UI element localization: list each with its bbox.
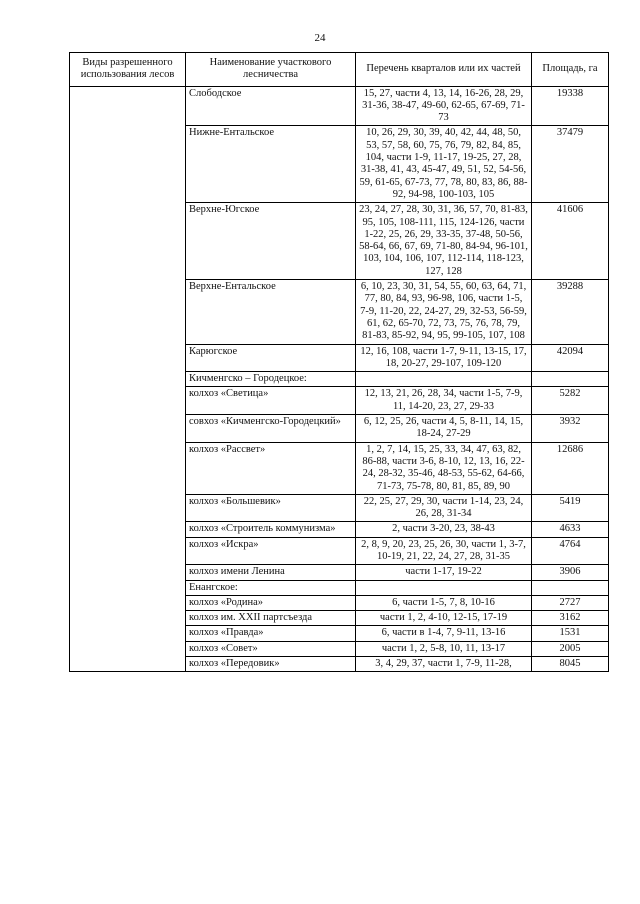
quarters-cell: 22, 25, 27, 29, 30, части 1-14, 23, 24, 26, 28, 31-34 (356, 494, 532, 522)
quarters-cell: 10, 26, 29, 30, 39, 40, 42, 44, 48, 50, 53, 57, 58, 60, 75, 76, 79, 82, 84, 85, 104, части 1-9, 11-17, 19-25, 27, 28, 31-38, 41, 43, 45-47, 49, 51, 52, 54-56, 59, 61-65, 67-73, 77, 78, 80, 83, 86, 88-92, 94-98, 100-103, 105 (356, 126, 532, 203)
quarters-cell: 1, 2, 7, 14, 15, 25, 33, 34, 47, 63, 82, 86-88, части 3-6, 8-10, 12, 13, 16, 22-24, 28-32, 35-46, 48-53, 55-62, 64-66, 71-73, 75-78, 80, 81, 85, 89, 90 (356, 442, 532, 494)
name-cell: колхоз «Правда» (186, 626, 356, 641)
area-cell: 5282 (532, 387, 609, 415)
table-body (70, 86, 609, 672)
quarters-cell (356, 372, 532, 387)
header-area: Площадь, га (532, 53, 609, 87)
name-cell: колхоз «Передовик» (186, 657, 356, 672)
area-cell: 37479 (532, 126, 609, 203)
name-cell: Енангское: (186, 580, 356, 595)
name-cell: Карюгское (186, 344, 356, 372)
area-cell: 3932 (532, 415, 609, 443)
header-name: Наименование участкового лесничества (186, 53, 356, 87)
quarters-cell: 23, 24, 27, 28, 30, 31, 36, 57, 70, 81-83, 95, 105, 108-111, 115, 124-126, части 1-22, 25, 26, 29, 33-35, 37-48, 50-56, 58-64, 66, 67, 69, 71-80, 84-94, 96-101, 103, 104, 106, 107, 112-114, 118-123, 127, 128 (356, 203, 532, 280)
area-cell: 2005 (532, 641, 609, 656)
quarters-cell (356, 580, 532, 595)
area-cell: 5419 (532, 494, 609, 522)
name-cell: Кичменгско – Городецкое: (186, 372, 356, 387)
name-cell: Верхне-Ентальское (186, 280, 356, 344)
quarters-cell: 12, 16, 108, части 1-7, 9-11, 13-15, 17, 18, 20-27, 29-107, 109-120 (356, 344, 532, 372)
quarters-cell: 12, 13, 21, 26, 28, 34, части 1-5, 7-9, 11, 14-20, 23, 27, 29-33 (356, 387, 532, 415)
quarters-cell: 3, 4, 29, 37, части 1, 7-9, 11-28, (356, 657, 532, 672)
table-row (70, 86, 609, 126)
table-header-row (70, 53, 609, 87)
name-cell: Слободское (186, 86, 356, 126)
name-cell: колхоз им. XXII партсъезда (186, 611, 356, 626)
area-cell: 41606 (532, 203, 609, 280)
quarters-cell: 15, 27, части 4, 13, 14, 16-26, 28, 29, 31-36, 38-47, 49-60, 62-65, 67-69, 71-73 (356, 86, 532, 126)
name-cell: колхоз «Совет» (186, 641, 356, 656)
quarters-cell: 2, части 3-20, 23, 38-43 (356, 522, 532, 537)
forestry-table (69, 52, 609, 672)
name-cell: совхоз «Кичменгско-Городецкий» (186, 415, 356, 443)
area-cell: 42094 (532, 344, 609, 372)
quarters-cell: 6, части в 1-4, 7, 9-11, 13-16 (356, 626, 532, 641)
name-cell: колхоз имени Ленина (186, 565, 356, 580)
quarters-cell: 2, 8, 9, 20, 23, 25, 26, 30, части 1, 3-7, 10-19, 21, 22, 24, 27, 28, 31-35 (356, 537, 532, 565)
header-kind: Виды разрешенного использования лесов (70, 53, 186, 87)
area-cell: 4764 (532, 537, 609, 565)
header-quarters: Перечень кварталов или их частей (356, 53, 532, 87)
area-cell: 2727 (532, 595, 609, 610)
quarters-cell: части 1-17, 19-22 (356, 565, 532, 580)
name-cell: Верхне-Югское (186, 203, 356, 280)
area-cell: 1531 (532, 626, 609, 641)
name-cell: колхоз «Рассвет» (186, 442, 356, 494)
quarters-cell: 6, части 1-5, 7, 8, 10-16 (356, 595, 532, 610)
quarters-cell: 6, 10, 23, 30, 31, 54, 55, 60, 63, 64, 71, 77, 80, 84, 93, 96-98, 106, части 1-5, 7-9, 11-20, 22, 24-27, 29, 32-53, 56-59, 61, 62, 65-70, 72, 73, 75, 76, 78, 79, 81-83, 85-92, 94, 95, 99-105, 107, 108 (356, 280, 532, 344)
area-cell: 3906 (532, 565, 609, 580)
area-cell: 3162 (532, 611, 609, 626)
name-cell: колхоз «Светица» (186, 387, 356, 415)
area-cell: 8045 (532, 657, 609, 672)
area-cell: 39288 (532, 280, 609, 344)
area-cell: 19338 (532, 86, 609, 126)
name-cell: колхоз «Большевик» (186, 494, 356, 522)
quarters-cell: 6, 12, 25, 26, части 4, 5, 8-11, 14, 15, 18-24, 27-29 (356, 415, 532, 443)
quarters-cell: части 1, 2, 4-10, 12-15, 17-19 (356, 611, 532, 626)
quarters-cell: части 1, 2, 5-8, 10, 11, 13-17 (356, 641, 532, 656)
name-cell: колхоз «Строитель коммунизма» (186, 522, 356, 537)
kind-cell (70, 86, 186, 672)
area-cell (532, 580, 609, 595)
name-cell: Нижне-Ентальское (186, 126, 356, 203)
area-cell: 12686 (532, 442, 609, 494)
area-cell (532, 372, 609, 387)
area-cell: 4633 (532, 522, 609, 537)
page-number: 24 (314, 32, 326, 44)
name-cell: колхоз «Родина» (186, 595, 356, 610)
name-cell: колхоз «Искра» (186, 537, 356, 565)
